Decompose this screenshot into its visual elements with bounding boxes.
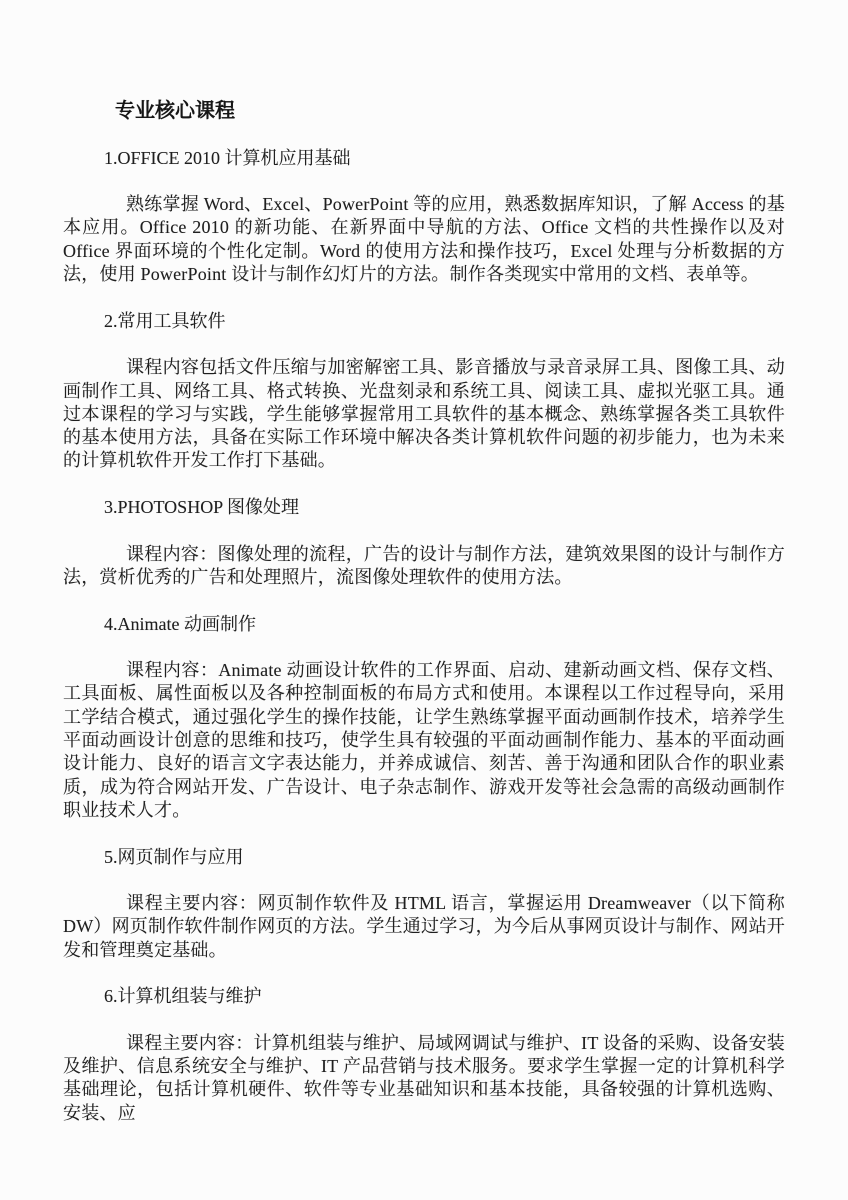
course-section-2 (63, 310, 785, 473)
course-heading-5: 5.网页制作与应用 (104, 846, 244, 867)
course-heading-1: 1.OFFICE 2010 计算机应用基础 (104, 147, 351, 168)
course-section-5 (63, 846, 785, 962)
course-description-5: 课程主要内容：网页制作软件及 HTML 语言，掌握运用 Dreamweaver（以下简称 DW）网页制作软件制作网页的方法。学生通过学习，为今后从事网页设计与制作、网站开发和管理奠定基础。 (63, 893, 785, 960)
document-title: 专业核心课程 (115, 100, 235, 122)
course-heading-2: 2.常用工具软件 (104, 310, 226, 331)
course-heading-4: 4.Animate 动画制作 (104, 613, 256, 634)
course-description-3: 课程内容：图像处理的流程，广告的设计与制作方法，建筑效果图的设计与制作方法，赏析优秀的广告和处理照片，流图像处理软件的使用方法。 (63, 543, 785, 587)
course-description-6: 课程主要内容：计算机组装与维护、局域网调试与维护、IT 设备的采购、设备安装及维护、信息系统安全与维护、IT 产品营销与技术服务。要求学生掌握一定的计算机科学基础理论，包括计算机硬件、软件等专业基础知识和基本技能，具备较强的计算机选购、安装、应 (63, 1032, 785, 1123)
course-section-4 (63, 613, 785, 823)
course-section-6 (63, 985, 785, 1125)
course-heading-6: 6.计算机组装与维护 (104, 986, 262, 1007)
course-description-1: 熟练掌握 Word、Excel、PowerPoint 等的应用，熟悉数据库知识，了解 Access 的基本应用。Office 2010 的新功能、在新界面中导航的方法、Office 文档的共性操作以及对 Office 界面环境的个性化定制。Word 的使用方法和操作技巧，Excel 处理与分析数据的方法，使用 PowerPoint 设计与制作幻灯片的方法。制作各类现实中常用的文档、表单等。 (63, 194, 785, 285)
course-section-1 (63, 147, 785, 287)
course-description-2: 课程内容包括文件压缩与加密解密工具、影音播放与录音录屏工具、图像工具、动画制作工具、网络工具、格式转换、光盘刻录和系统工具、阅读工具、虚拟光驱工具。通过本课程的学习与实践，学生能够掌握常用工具软件的基本概念、熟练掌握各类工具软件的基本使用方法，具备在实际工作环境中解决各类计算机软件问题的初步能力，也为未来的计算机软件开发工作打下基础。 (63, 357, 785, 471)
course-description-4: 课程内容：Animate 动画设计软件的工作界面、启动、建新动画文档、保存文档、工具面板、属性面板以及各种控制面板的布局方式和使用。本课程以工作过程导向，采用工学结合模式，通过强化学生的操作技能，让学生熟练掌握平面动画制作技术，培养学生平面动画设计创意的思维和技巧，使学生具有较强的平面动画制作能力、基本的平面动画设计能力、良好的语言文字表达能力，并养成诚信、刻苦、善于沟通和团队合作的职业素质，成为符合网站开发、广告设计、电子杂志制作、游戏开发等社会急需的高级动画制作职业技术人才。 (63, 660, 785, 820)
course-heading-3: 3.PHOTOSHOP 图像处理 (104, 497, 300, 518)
course-section-3 (63, 496, 785, 589)
